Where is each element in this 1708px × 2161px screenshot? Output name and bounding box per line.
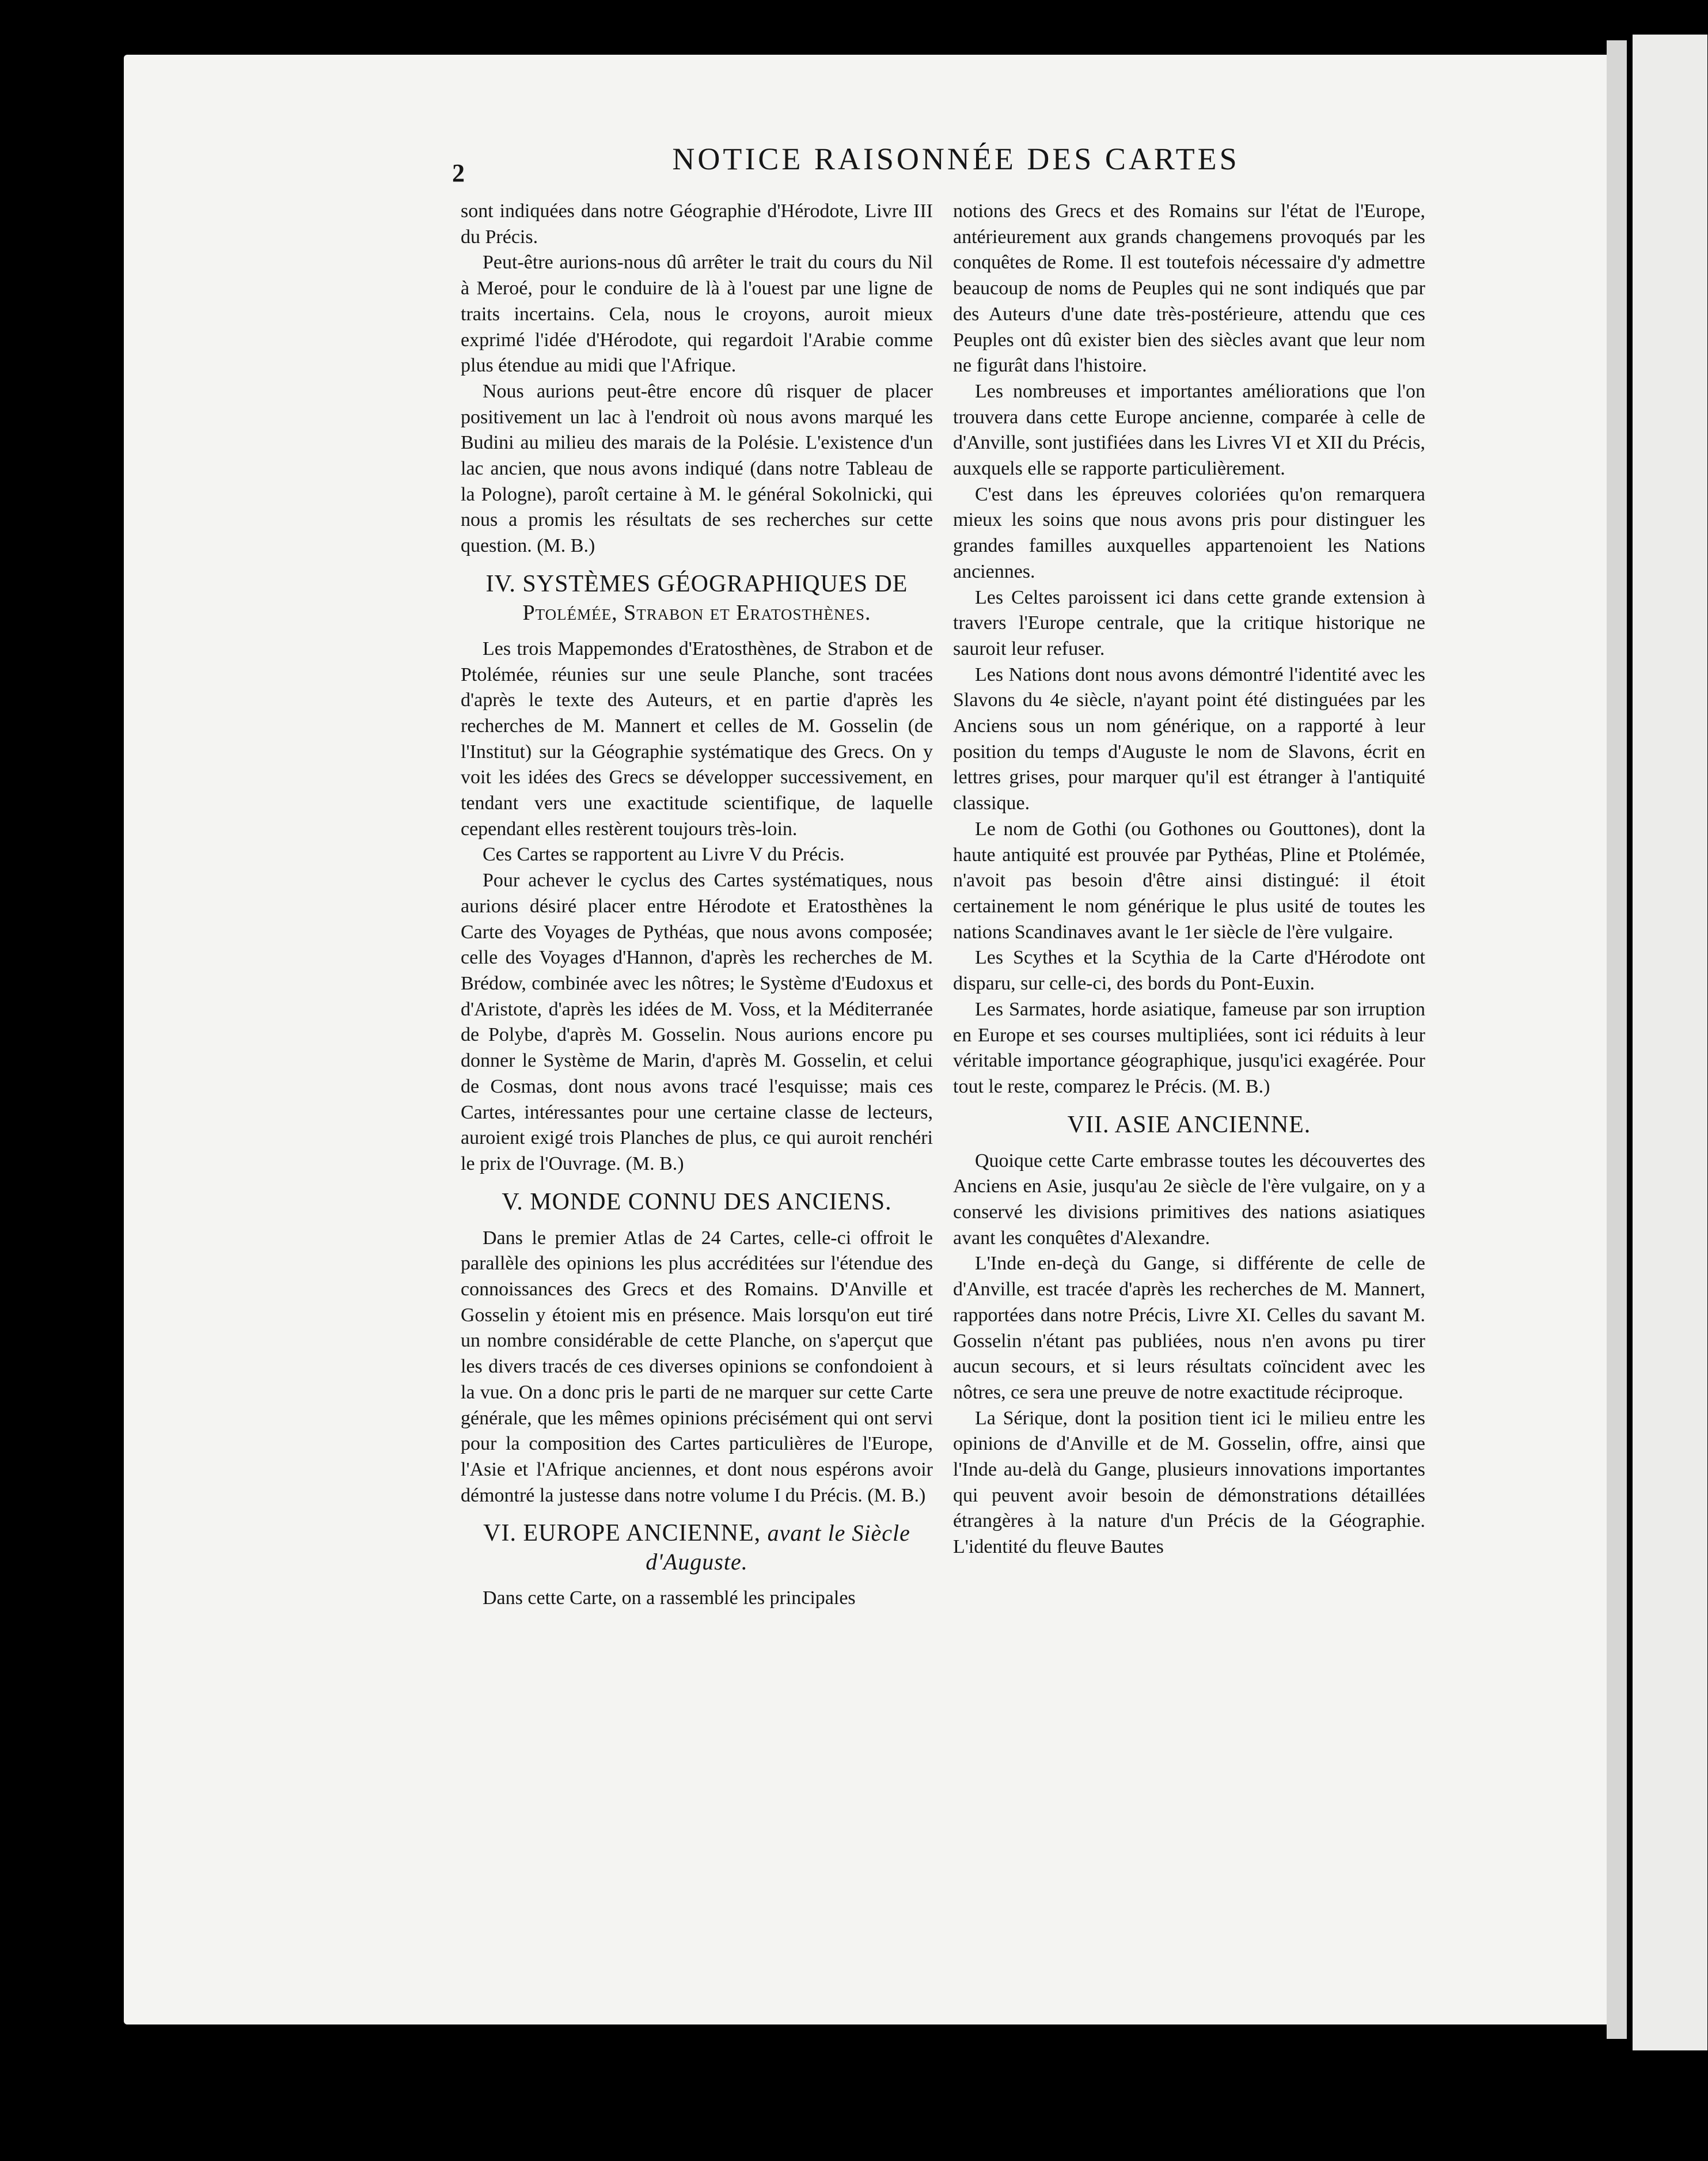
heading-subline: Ptolémée, Strabon et Eratosthènes. bbox=[522, 600, 871, 625]
paragraph: Les Sarmates, horde asiatique, fameuse par son irruption en Europe et ses courses multipliées, sont ici réduits à leur véritable importance géographique, jusqu'ici exagérée. Pour tout le reste, comparez le Précis. (M. B.) bbox=[953, 998, 1425, 1097]
page-number: 2 bbox=[452, 159, 465, 187]
paragraph: sont indiquées dans notre Géographie d'Hérodote, Livre III du Précis. bbox=[461, 200, 933, 248]
running-head: NOTICE RAISONNÉE DES CARTES bbox=[672, 142, 1240, 176]
page-shadow-edge bbox=[1607, 40, 1627, 2039]
left-column bbox=[461, 199, 933, 1612]
paragraph: L'Inde en-deçà du Gange, si différente de celle de d'Anville, est tracée d'après les recherches de M. Mannert, rapportées dans notre Précis, Livre XI. Celles du savant M. Gosselin n'étant pas publiées, nous n'en avons pu tirer aucun secours, et si leurs résultats coïncident avec les nôtres, ce sera une preuve de notre exactitude réciproque. bbox=[953, 1253, 1425, 1403]
paragraph: Les Celtes paroissent ici dans cette grande extension à travers l'Europe centrale, que la critique historique ne sauroit leur refuser. bbox=[953, 586, 1425, 659]
paragraph: C'est dans les épreuves coloriées qu'on remarquera mieux les soins que nous avons pris pour distinguer les grandes familles auxquelles appartenoient les Nations anciennes. bbox=[953, 483, 1425, 582]
heading-line: VI. EUROPE ANCIENNE, bbox=[483, 1520, 761, 1547]
paragraph: Les nombreuses et importantes améliorations que l'on trouvera dans cette Europe ancienne, comparée à celle de d'Anville, sont justifiées dans les Livres VI et XII du Précis, auxquels elle se rapporte particulièrement. bbox=[953, 380, 1425, 480]
paragraph: Quoique cette Carte embrasse toutes les découvertes des Anciens en Asie, jusqu'au 2e siècle de l'ère vulgaire, on y a conservé les divisions primitives des nations asiatiques avant les conquêtes d'Alexandre. bbox=[953, 1150, 1425, 1249]
paragraph: Dans cette Carte, on a rassemblé les principales bbox=[483, 1587, 856, 1609]
paragraph: La Sérique, dont la position tient ici le milieu entre les opinions de d'Anville et de M. Gosselin, offre, ainsi que l'Inde au-delà du Gange, plusieurs innovations importantes qui peuvent avoir besoin de démonstrations détaillées étrangères à la nature d'un Précis de la Géographie. L'identité du fleuve Bautes bbox=[953, 1407, 1425, 1558]
paragraph: Les Scythes et la Scythia de la Carte d'Hérodote ont disparu, sur celle-ci, des bords du Pont-Euxin. bbox=[953, 947, 1425, 995]
right-column bbox=[953, 199, 1425, 1560]
section-heading-iv bbox=[461, 570, 933, 627]
paragraph: Ces Cartes se rapportent au Livre V du Précis. bbox=[483, 844, 845, 866]
section-heading-vii: VII. ASIE ANCIENNE. bbox=[1067, 1111, 1311, 1138]
paragraph: Les trois Mappemondes d'Eratosthènes, de Strabon et de Ptolémée, réunies sur une seule Planche, sont tracées d'après le texte des Auteurs, et en partie d'après les recherches de M. Mannert et celles de M. Gosselin (de l'Institut) sur la Géographie systématique des Grecs. On y voit les idées des Grecs se développer successivement, en tendant vers une exactitude scientifique, de laquelle cependant elles restèrent toujours très-loin. bbox=[461, 638, 933, 840]
heading-italic: d'Auguste. bbox=[646, 1549, 748, 1575]
paragraph: Le nom de Gothi (ou Gothones ou Gouttones), dont la haute antiquité est prouvée par Pythéas, Pline et Ptolémée, n'avoit pas besoin d'être ainsi distingué: il étoit certainement le nom générique le plus usité de toutes les nations Scandinaves avant le 1er siècle de l'ère vulgaire. bbox=[953, 818, 1425, 943]
paragraph: notions des Grecs et des Romains sur l'état de l'Europe, antérieurement aux grands changemens provoqués par les conquêtes de Rome. Il est toutefois nécessaire d'y admettre beaucoup de noms de Peuples qui ne sont indiqués que par des Auteurs d'une date très-postérieure, attendu que ces Peuples ont dû exister bien des siècles avant que leur nom ne figurât dans l'histoire. bbox=[953, 200, 1425, 377]
section-heading-v: V. MONDE CONNU DES ANCIENS. bbox=[502, 1188, 892, 1215]
heading-italic: avant le Siècle bbox=[767, 1520, 910, 1546]
paragraph: Peut-être aurions-nous dû arrêter le trait du cours du Nil à Meroé, pour le conduire de là à l'ouest par une ligne de traits incertains. Cela, nous le croyons, auroit mieux exprimé l'idée d'Hérodote, qui regardoit l'Arabie comme plus étendue au midi que l'Afrique. bbox=[461, 252, 933, 377]
section-heading-vi bbox=[461, 1519, 933, 1576]
heading-line: IV. SYSTÈMES GÉOGRAPHIQUES DE bbox=[485, 570, 908, 597]
next-page-edge bbox=[1633, 35, 1707, 2050]
paragraph: Pour achever le cyclus des Cartes systématiques, nous aurions désiré placer entre Hérodote et Eratosthènes la Carte des Voyages de Pythéas, que nous avons composée; celle des Voyages d'Hannon, d'après les recherches de M. Brédow, combinée avec les nôtres; le Système d'Eudoxus et d'Aristote, d'après les idées de M. Voss, et la Méditerranée de Polybe, d'après M. Gosselin. Nous aurions encore pu donner le Système de Marin, d'après M. Gosselin, et celui de Cosmas, dont nous avons tracé l'esquisse; mais ces Cartes, intéressantes pour une certaine classe de lecteurs, auroient exigé trois Planches de plus, ce qui auroit renchéri le prix de l'Ouvrage. (M. B.) bbox=[461, 870, 933, 1174]
paragraph: Les Nations dont nous avons démontré l'identité avec les Slavons du 4e siècle, n'ayant point été distinguées par les Anciens sous un nom générique, on a rapporté à leur position du temps d'Auguste le nom de Slavons, écrit en lettres grises, pour marquer qu'il est étranger à l'antiquité classique. bbox=[953, 664, 1425, 814]
paragraph: Nous aurions peut-être encore dû risquer de placer positivement un lac à l'endroit où nous avons marqué les Budini au milieu des marais de la Polésie. L'existence d'un lac ancien, que nous avons indiqué (dans notre Tableau de la Pologne), paroît certaine à M. le général Sokolnicki, qui nous a promis les résultats de ses recherches sur cette question. (M. B.) bbox=[461, 380, 933, 557]
paragraph: Dans le premier Atlas de 24 Cartes, celle-ci offroit le parallèle des opinions les plus accréditées sur l'étendue des connoissances des Grecs et des Romains. D'Anville et Gosselin y étoient mis en présence. Mais lorsqu'on eut tiré un nombre considérable de cette Planche, on s'aperçut que les divers tracés de ces diverses opinions se confondoient à la vue. On a donc pris le parti de ne marquer sur cette Carte générale, que les mêmes opinions précisément qui ont servi pour la composition des Cartes particulières de l'Europe, l'Asie et l'Afrique anciennes, et dont nous espérons avoir démontré la justesse dans notre volume I du Précis. (M. B.) bbox=[461, 1227, 933, 1506]
